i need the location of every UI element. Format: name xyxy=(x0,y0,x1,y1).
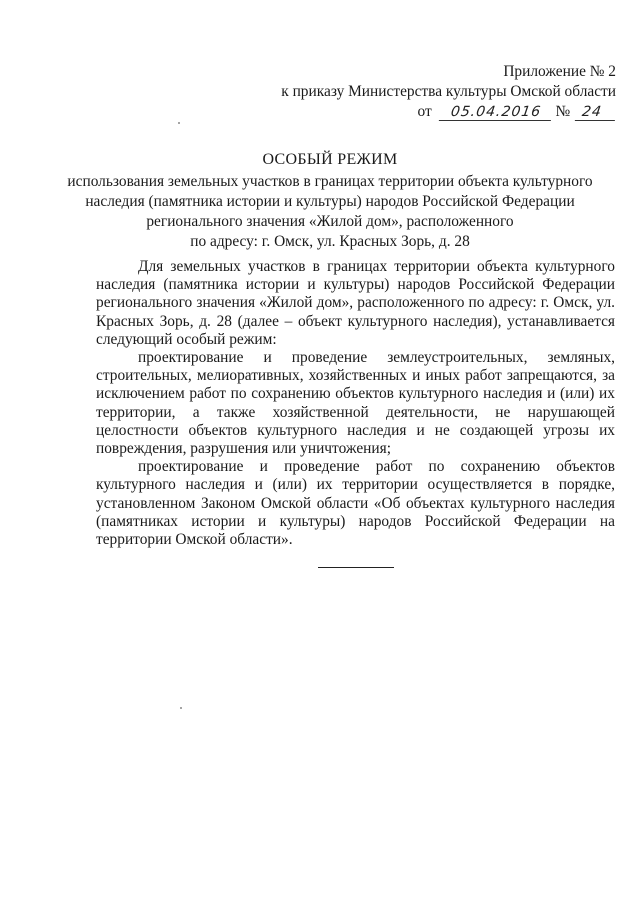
body-paragraph-intro: Для земельных участков в границах территории объекта культурного наследия (памятника истории и культуры) народов Российской Федерации регионального значения «Жилой дом», расположенного по адресу: г. Омск, ул. Красных Зорь, д. 28 (далее – объект культурного наследия), устанавливается следующий особый режим: xyxy=(96,258,615,348)
appendix-date-line xyxy=(281,102,616,122)
title-line-2: наследия (памятника истории и культуры) народов Российской Федерации xyxy=(85,193,575,210)
appendix-order-reference: к приказу Министерства культуры Омской области xyxy=(281,83,616,100)
document-title-block xyxy=(60,150,600,252)
document-body xyxy=(96,258,615,549)
scan-speck xyxy=(180,707,182,709)
title-line-1: использования земельных участков в границах территории объекта культурного xyxy=(67,173,593,190)
body-paragraph-procedure: проектирование и проведение работ по сохранению объектов культурного наследия и (или) их территории осуществляется в порядке, установленном Законом Омской области «Об объектах культурного наследия (памятниках истории и культуры) народов Российской Федерации на территории Омской области». xyxy=(96,458,615,549)
document-title: ОСОБЫЙ РЕЖИМ xyxy=(262,151,398,168)
appendix-number: Приложение № 2 xyxy=(503,63,616,80)
handwritten-date: 05.04.2016 xyxy=(438,104,552,121)
body-paragraph-restrictions: проектирование и проведение землеустроительных, земляных, строительных, мелиоративных, хозяйственных и иных работ запрещаются, за исключением работ по сохранению объектов культурного наследия и (или) их территории, а также хозяйственной деятельности, не нарушающей целостности объектов культурного наследия и не создающей угрозы их повреждения, разрушения или уничтожения; xyxy=(96,349,615,458)
number-prefix: № xyxy=(555,103,571,120)
title-line-4: по адресу: г. Омск, ул. Красных Зорь, д. 28 xyxy=(190,233,470,250)
scan-speck xyxy=(178,122,180,124)
appendix-header xyxy=(281,62,616,122)
end-divider-line xyxy=(318,567,394,568)
title-line-3: регионального значения «Жилой дом», расположенного xyxy=(146,213,514,230)
date-prefix: от xyxy=(417,103,432,120)
handwritten-number: 24 xyxy=(575,104,617,121)
